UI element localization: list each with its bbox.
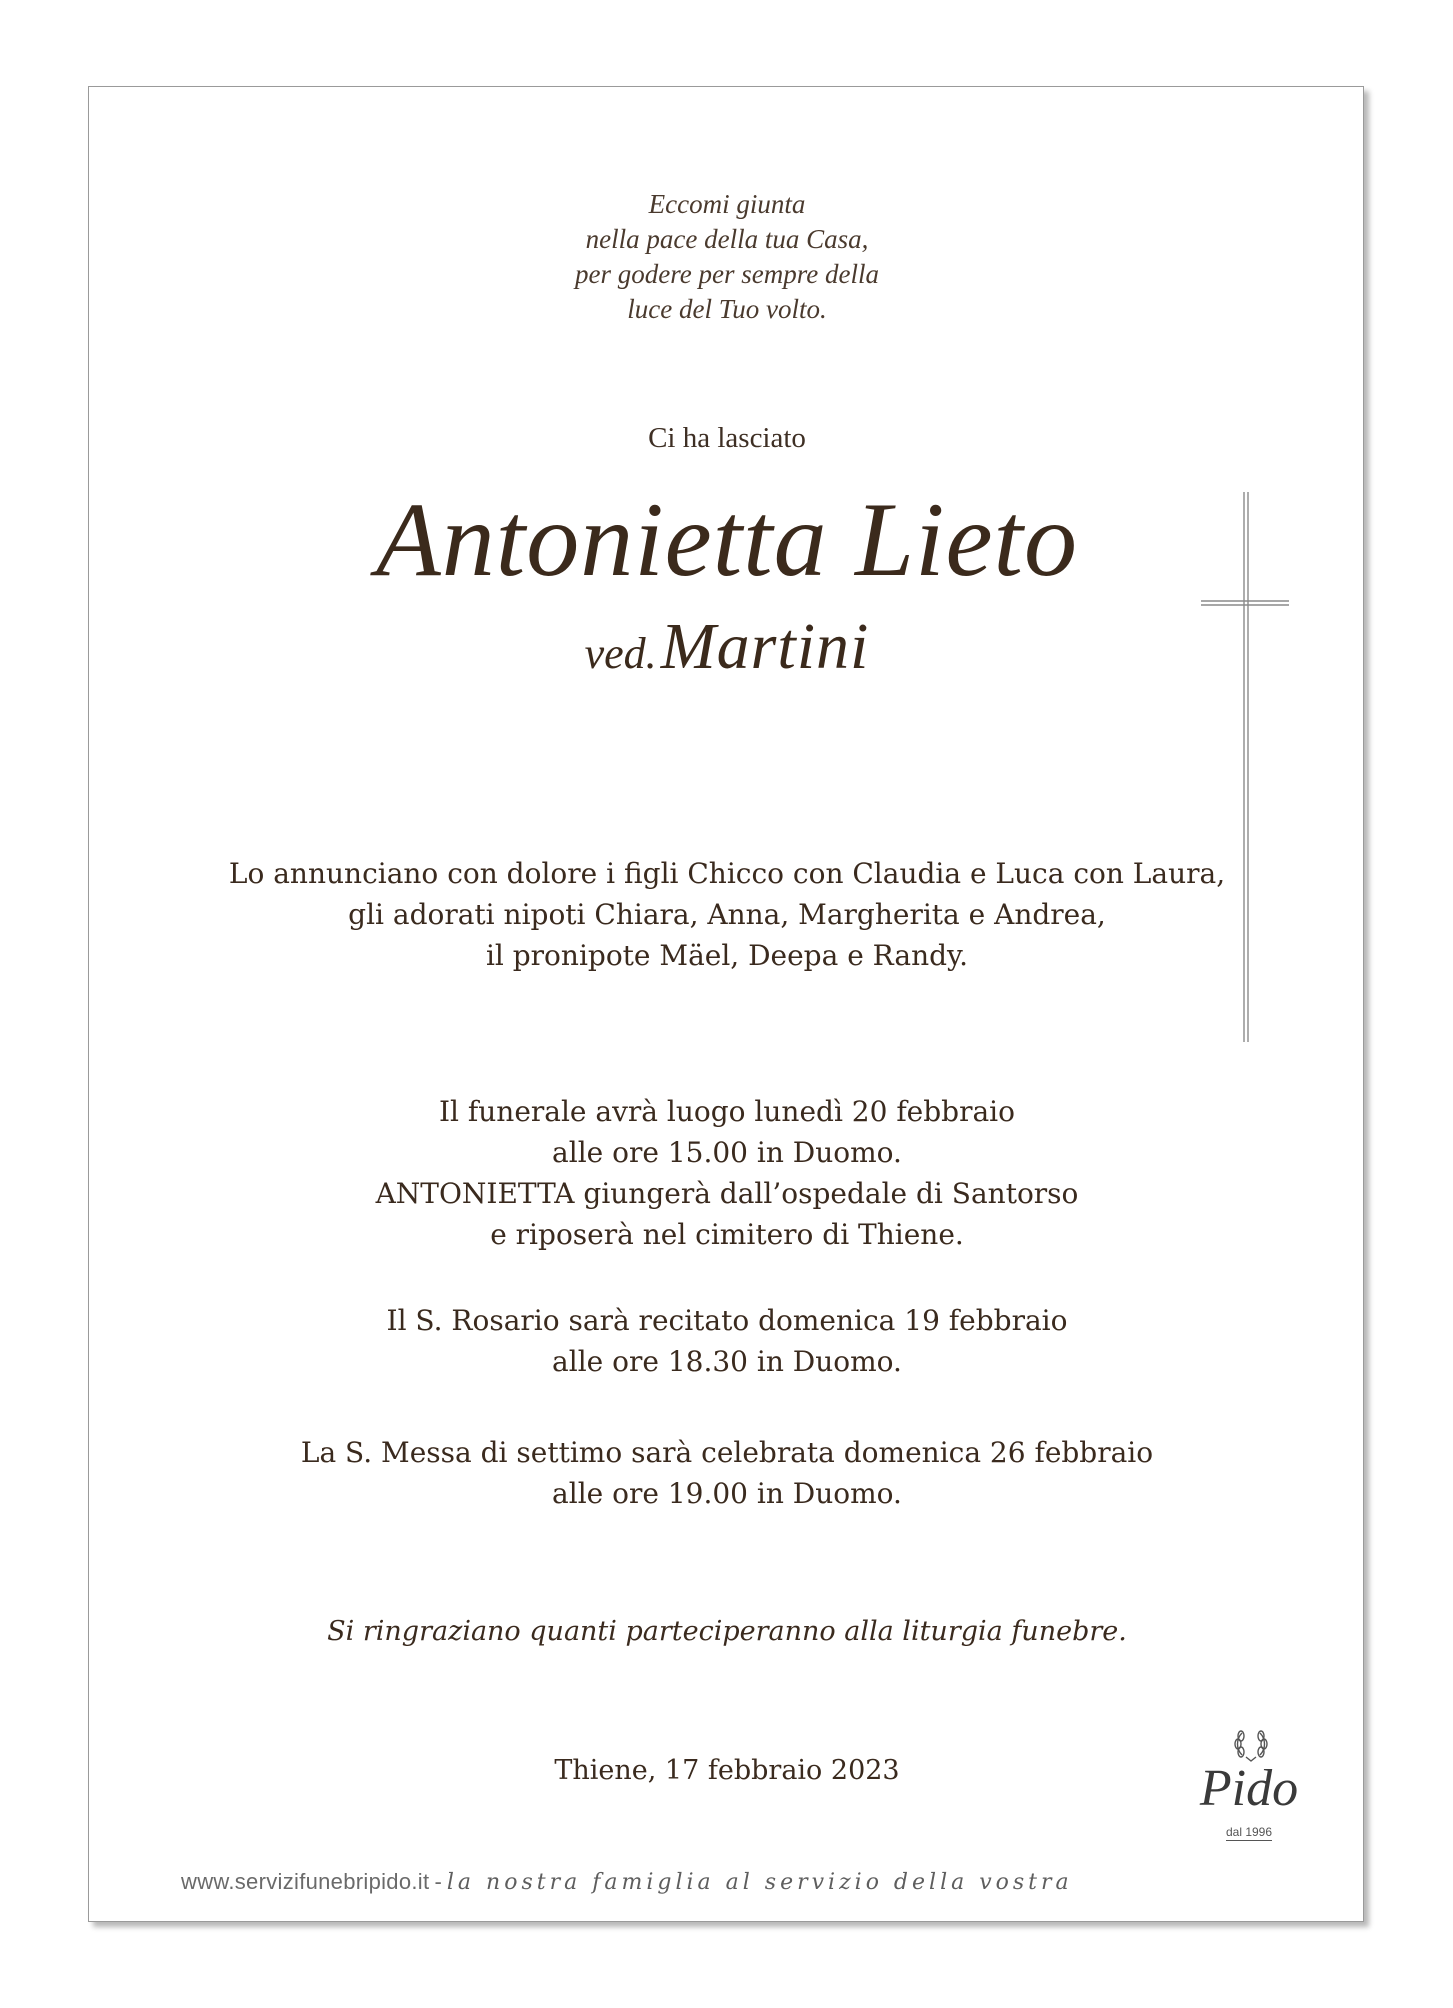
funeral-line: Il funerale avrà luogo lunedì 20 febbraio — [438, 1095, 1015, 1128]
verse-line: Eccomi giunta — [648, 189, 806, 219]
intro-text: Ci ha lasciato — [648, 422, 806, 454]
funeral-line: e riposerà nel cimitero di Thiene. — [490, 1218, 964, 1251]
website-link[interactable]: www.servizifunebripido.it — [181, 1869, 430, 1894]
mass-line: La S. Messa di settimo sarà celebrata domenica 26 febbraio — [300, 1436, 1154, 1469]
verse-line: nella pace della tua Casa, — [585, 224, 869, 254]
mass-line: alle ore 19.00 in Duomo. — [552, 1477, 902, 1510]
married-surname: Martini — [660, 610, 870, 683]
announcement-line: il pronipote Mäel, Deepa e Randy. — [485, 939, 969, 972]
funeral-line: ANTONIETTA giungerà dall’ospedale di Santorso — [375, 1177, 1079, 1210]
thanks-note: Si ringraziano quanti parteciperanno alla liturgia funebre. — [327, 1616, 1127, 1647]
rosary-line: alle ore 18.30 in Duomo. — [552, 1345, 902, 1378]
logo-since-text: dal 1996 — [1225, 1825, 1273, 1839]
announcement — [89, 853, 1365, 976]
verse-line: per godere per sempre della — [575, 259, 879, 289]
verse-line: luce del Tuo volto. — [627, 294, 827, 324]
place-date: Thiene, 17 febbraio 2023 — [554, 1755, 900, 1786]
footer — [181, 1869, 1073, 1895]
obituary-card — [88, 86, 1364, 1922]
logo-wordmark: Pido — [1199, 1760, 1299, 1817]
funeral-info — [89, 1091, 1365, 1255]
funeral-line: alle ore 15.00 in Duomo. — [552, 1136, 902, 1169]
footer-motto: la nostra famiglia al servizio della vostra — [446, 1870, 1073, 1895]
rosary-info — [89, 1300, 1365, 1382]
mass-info — [89, 1432, 1365, 1514]
verse — [89, 187, 1365, 327]
footer-separator: - — [434, 1869, 442, 1894]
announcement-line: gli adorati nipoti Chiara, Anna, Margherita e Andrea, — [348, 898, 1106, 931]
logo-since — [1189, 1825, 1309, 1839]
widow-prefix: ved. — [584, 629, 657, 678]
announcement-line: Lo annunciano con dolore i figli Chicco con Claudia e Luca con Laura, — [228, 857, 1226, 890]
widow-line — [89, 607, 1365, 704]
deceased-name: Antonietta Lieto — [376, 481, 1078, 598]
rosary-line: Il S. Rosario sarà recitato domenica 19 febbraio — [386, 1304, 1068, 1337]
